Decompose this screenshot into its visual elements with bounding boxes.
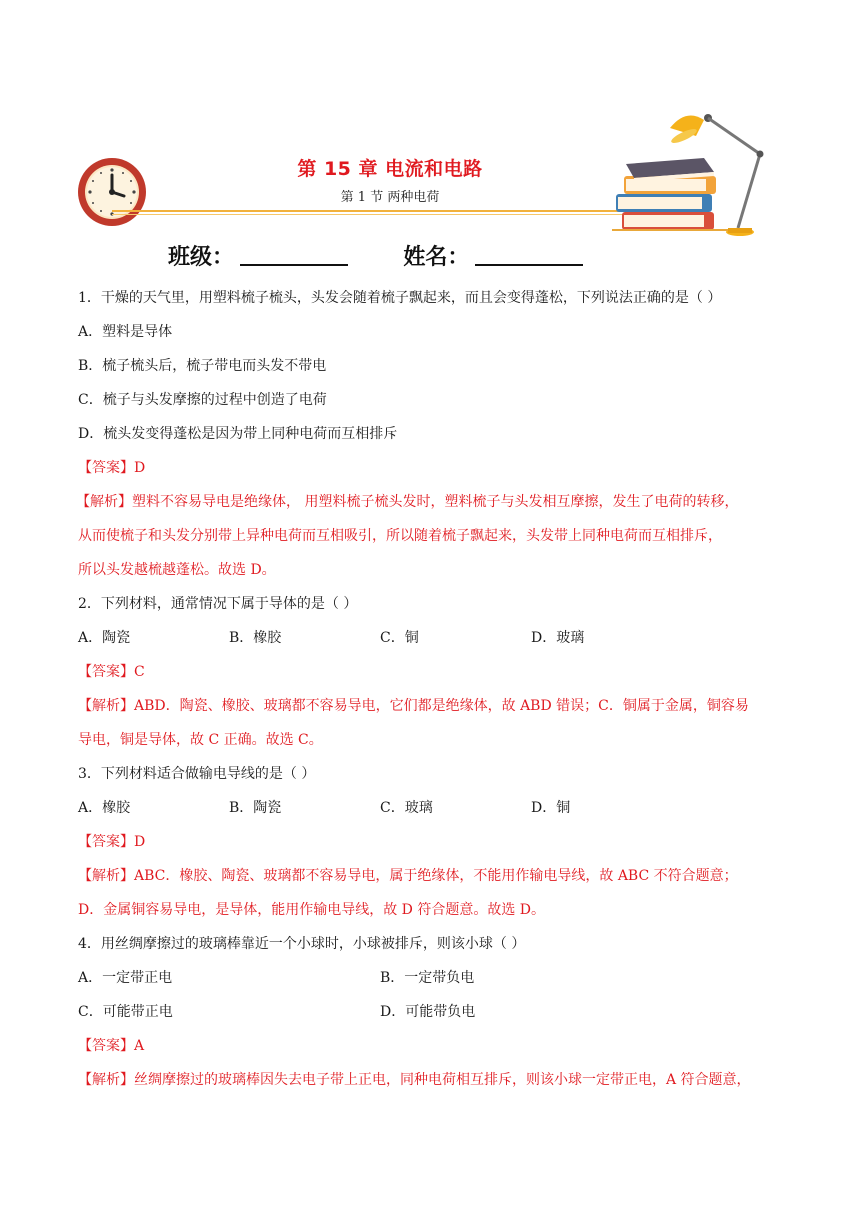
header-divider xyxy=(112,210,672,212)
analysis-line: 从而使梳子和头发分别带上异种电荷而互相吸引，所以随着梳子飘起来，头发带上同种电荷而互相排斥， xyxy=(78,528,722,544)
option: D．玻璃 xyxy=(531,630,585,646)
option: C．梳子与头发摩擦的过程中创造了电荷 xyxy=(78,392,327,408)
option: B．陶瓷 xyxy=(229,800,282,816)
class-blank xyxy=(240,242,348,266)
analysis-line: 【解析】塑料不容易导电是绝缘体， 用塑料梳子梳头发时，塑料梳子与头发相互摩擦，发生了电荷的转移， xyxy=(76,494,739,510)
question-stem: 2．下列材料，通常情况下属于导体的是（ ） xyxy=(78,596,358,612)
answer: 【答案】D xyxy=(78,834,146,850)
name-label: 姓名： xyxy=(403,245,470,270)
option-row xyxy=(78,798,788,832)
analysis-line: 导电，铜是导体，故 C 正确。故选 C。 xyxy=(78,732,323,748)
option: B．一定带负电 xyxy=(380,970,475,986)
option: A．一定带正电 xyxy=(78,970,173,986)
option: A．橡胶 xyxy=(78,800,131,816)
option: A．陶瓷 xyxy=(78,630,131,646)
question-list xyxy=(78,288,788,1104)
option-row xyxy=(78,1002,788,1036)
option: C．玻璃 xyxy=(380,800,433,816)
option: C．可能带正电 xyxy=(78,1004,173,1020)
answer: 【答案】D xyxy=(78,460,146,476)
question-stem: 3．下列材料适合做输电导线的是（ ） xyxy=(78,766,316,782)
analysis-line: 【解析】ABC．橡胶、陶瓷、玻璃都不容易导电，属于绝缘体，不能用作输电导线，故 ABC 不符合题意； xyxy=(78,868,738,884)
analysis-line: 【解析】ABD．陶瓷、橡胶、玻璃都不容易导电，它们都是绝缘体，故 ABD 错误；C．铜属于金属，铜容易 xyxy=(78,698,749,714)
option: B．橡胶 xyxy=(229,630,282,646)
section-subtitle: 第 1 节 两种电荷 xyxy=(340,190,440,205)
answer: 【答案】A xyxy=(78,1038,145,1054)
clock-icon xyxy=(76,156,148,228)
chapter-title: 第 15 章 电流和电路 xyxy=(297,158,483,180)
class-label: 班级： xyxy=(168,245,235,270)
option-row xyxy=(78,628,788,662)
analysis-line: D．金属铜容易导电，是导体，能用作输电导线，故 D 符合题意。故选 D。 xyxy=(78,902,546,918)
option: D．可能带负电 xyxy=(380,1004,476,1020)
option: B．梳子梳头后，梳子带电而头发不带电 xyxy=(78,358,327,374)
student-info-fields xyxy=(168,240,583,271)
option: D．铜 xyxy=(531,800,571,816)
answer: 【答案】C xyxy=(78,664,145,680)
option-row xyxy=(78,968,788,1002)
option: D．梳头发变得蓬松是因为带上同种电荷而互相排斥 xyxy=(78,426,398,442)
question-stem: 4．用丝绸摩擦过的玻璃棒靠近一个小球时，小球被排斥，则该小球（ ） xyxy=(78,936,526,952)
option: C．铜 xyxy=(380,630,419,646)
books-lamp-illustration xyxy=(612,106,772,242)
header-divider-thin xyxy=(112,214,672,215)
header-banner xyxy=(0,0,860,280)
analysis-line: 所以头发越梳越蓬松。故选 D。 xyxy=(78,562,276,578)
name-blank xyxy=(475,242,583,266)
option: A．塑料是导体 xyxy=(78,324,173,340)
question-stem: 1．干燥的天气里，用塑料梳子梳头，头发会随着梳子飘起来，而且会变得蓬松，下列说法正确的是（ ） xyxy=(78,290,722,306)
analysis-line: 【解析】丝绸摩擦过的玻璃棒因失去电子带上正电，同种电荷相互排斥，则该小球一定带正电，A 符合题意， xyxy=(78,1072,751,1088)
